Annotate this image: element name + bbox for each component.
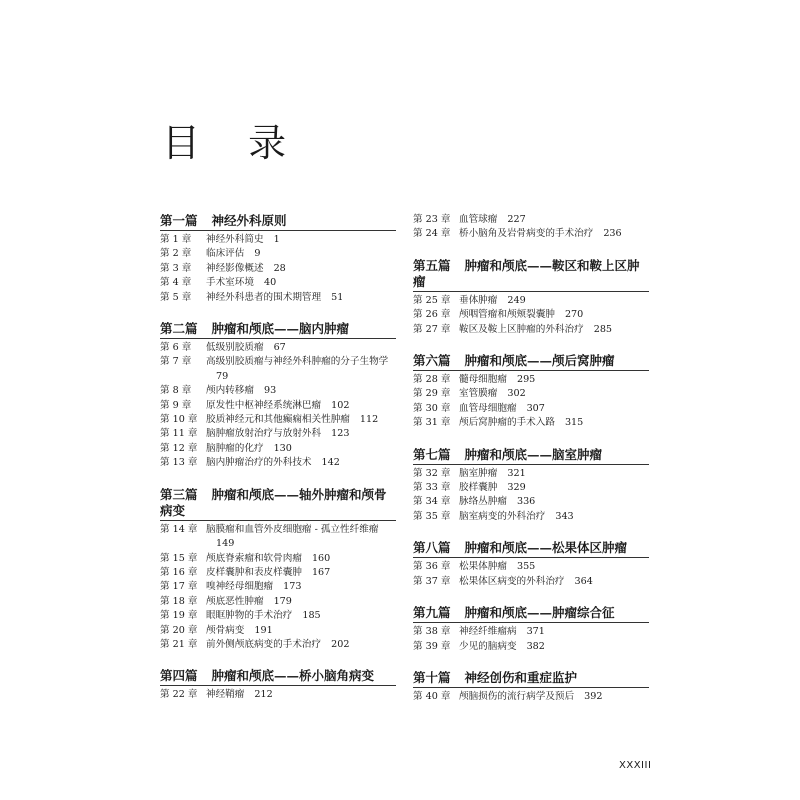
part-title: 肿瘤和颅底——肿瘤综合征 [464, 605, 615, 621]
chapter-entry [160, 456, 396, 470]
chapter-page: 130 [273, 442, 292, 454]
chapter-title: 脉络丛肿瘤 [459, 496, 507, 508]
part-title: 肿瘤和颅底——颅后窝肿瘤 [464, 353, 615, 369]
chapter-page: 392 [584, 690, 603, 702]
chapter-title: 血管母细胞瘤 [459, 402, 517, 414]
part-section [413, 447, 649, 525]
chapter-title: 皮样囊肿和表皮样囊肿 [206, 566, 302, 578]
part-title: 肿瘤和颅底——鞍区和鞍上区肿瘤 [413, 257, 640, 289]
chapter-page: 173 [283, 581, 302, 593]
chapter-page: 123 [331, 428, 350, 440]
chapter-number: 第 32 章 [413, 467, 451, 479]
chapter-entry [160, 609, 396, 623]
chapter-title: 高级别胶质瘤与神经外科肿瘤的分子生物学 [206, 356, 389, 368]
chapter-title: 胶质神经元和其他癫痫相关性肿瘤 [206, 414, 350, 426]
chapter-entry [160, 355, 396, 384]
chapter-number: 第 38 章 [413, 626, 451, 638]
part-number: 第八篇 [413, 540, 451, 556]
toc-left-column [160, 213, 396, 719]
chapter-entry [160, 427, 396, 441]
chapter-title: 鞍区及鞍上区肿瘤的外科治疗 [459, 323, 584, 335]
chapter-number: 第 29 章 [413, 388, 451, 400]
chapter-page: 364 [574, 575, 593, 587]
chapter-entry [413, 387, 649, 401]
part-number: 第三篇 [160, 486, 198, 502]
part-heading [413, 258, 649, 292]
part-title: 肿瘤和颅底——脑内肿瘤 [211, 321, 350, 337]
chapter-number: 第 39 章 [413, 640, 451, 652]
chapter-page: 336 [516, 496, 536, 508]
part-section [160, 668, 396, 702]
chapter-number: 第 34 章 [413, 496, 451, 508]
chapter-entry [160, 442, 396, 456]
chapter-page: 295 [516, 374, 536, 386]
chapter-title: 血管球瘤 [459, 214, 498, 225]
chapter-entry [160, 233, 396, 247]
chapter-number: 第 25 章 [413, 294, 451, 306]
chapter-entry [160, 262, 396, 276]
chapter-number: 第 3 章 [160, 262, 192, 274]
chapter-number: 第 6 章 [160, 342, 192, 354]
chapter-number: 第 8 章 [160, 385, 192, 397]
chapter-title: 脑膜瘤和血管外皮细胞瘤 - 孤立性纤维瘤 [206, 523, 379, 535]
chapter-page: 382 [526, 640, 545, 652]
chapter-title-wrap [459, 495, 649, 509]
chapter-title: 手术室环境 [206, 277, 254, 289]
chapter-number: 第 5 章 [160, 291, 192, 303]
part-section [160, 213, 396, 305]
chapter-title-wrap [459, 560, 649, 574]
part-section [160, 487, 396, 653]
chapter-title-wrap [206, 291, 396, 305]
part-number: 第五篇 [413, 257, 451, 273]
chapter-title: 嗅神经母细胞瘤 [206, 581, 274, 593]
chapter-number: 第 15 章 [160, 552, 198, 564]
chapter-entry [160, 341, 396, 355]
chapter-title-wrap [459, 294, 649, 308]
chapter-page: 167 [311, 566, 331, 578]
chapter-title-wrap [459, 625, 649, 639]
chapter-entry [413, 640, 649, 654]
chapter-title: 神经影像概述 [206, 262, 264, 274]
chapter-title-wrap [206, 276, 396, 290]
chapter-title: 垂体肿瘤 [459, 294, 498, 306]
chapter-title-wrap [206, 566, 396, 580]
chapter-page: 149 [216, 538, 235, 550]
chapter-title: 颅底恶性肿瘤 [206, 595, 264, 607]
toc-right-column [413, 213, 649, 720]
chapter-title: 桥小脑角及岩骨病变的手术治疗 [459, 228, 594, 240]
chapter-title: 原发性中枢神经系统淋巴瘤 [206, 399, 322, 411]
part-heading [160, 487, 396, 521]
chapter-entry [160, 595, 396, 609]
chapter-title: 颅内转移瘤 [206, 385, 254, 397]
chapter-title-wrap [206, 399, 396, 413]
chapter-number: 第 10 章 [160, 414, 198, 426]
chapter-title-wrap [206, 595, 396, 609]
chapter-number: 第 36 章 [413, 561, 451, 573]
chapter-title-wrap [206, 638, 396, 652]
chapter-title: 脑室病变的外科治疗 [459, 510, 546, 522]
part-title: 神经创伤和重症监护 [464, 669, 578, 685]
chapter-entry [160, 384, 396, 398]
chapter-entry [413, 323, 649, 337]
chapter-title: 前外侧颅底病变的手术治疗 [206, 638, 322, 650]
chapter-title: 神经外科患者的围术期管理 [206, 291, 322, 303]
chapter-title-wrap [459, 227, 649, 241]
chapter-title: 眼眶肿物的手术治疗 [206, 610, 293, 622]
chapter-title-wrap [459, 690, 649, 704]
chapter-number: 第 24 章 [413, 228, 451, 240]
part-number: 第二篇 [160, 321, 198, 337]
chapter-title-wrap [459, 416, 649, 430]
page-number: XXXIII [619, 760, 652, 771]
chapter-page: 112 [359, 414, 379, 426]
part-heading [413, 447, 649, 465]
chapter-title: 髓母细胞瘤 [459, 374, 507, 386]
chapter-number: 第 21 章 [160, 638, 198, 650]
chapter-title: 室管膜瘤 [459, 388, 498, 400]
chapter-title-wrap [459, 387, 649, 401]
chapter-page: 142 [321, 457, 340, 469]
chapter-number: 第 37 章 [413, 575, 451, 587]
chapter-title-wrap [206, 233, 396, 247]
chapter-page: 1 [273, 234, 280, 245]
chapter-entry [413, 308, 649, 322]
chapter-title: 脑室肿瘤 [459, 467, 498, 479]
chapter-number: 第 40 章 [413, 690, 451, 702]
chapter-page: 79 [216, 370, 229, 382]
part-section [413, 670, 649, 704]
chapter-title: 胶样囊肿 [459, 482, 498, 494]
part-title: 肿瘤和颅底——脑室肿瘤 [464, 446, 603, 462]
chapter-title: 颅底脊索瘤和软骨肉瘤 [206, 552, 302, 564]
chapter-title-wrap [206, 247, 396, 261]
chapter-title: 松果体区病变的外科治疗 [459, 575, 565, 587]
part-section [413, 258, 649, 337]
chapter-number: 第 35 章 [413, 510, 451, 522]
chapter-title-wrap [459, 308, 649, 322]
chapter-number: 第 13 章 [160, 457, 198, 469]
chapter-number: 第 23 章 [413, 214, 451, 225]
chapter-entry [413, 495, 649, 509]
chapter-number: 第 16 章 [160, 566, 198, 578]
part-title: 肿瘤和颅底——轴外肿瘤和颅骨病变 [160, 486, 387, 518]
part-number: 第四篇 [160, 668, 198, 684]
chapter-title: 颅骨病变 [206, 624, 245, 636]
chapter-page: 40 [263, 277, 277, 289]
chapter-page: 285 [593, 323, 613, 335]
chapter-title-wrap [206, 341, 396, 355]
chapter-title-wrap [459, 213, 649, 227]
chapter-entry [413, 416, 649, 430]
part-number: 第一篇 [160, 213, 198, 228]
chapter-entry [413, 481, 649, 495]
chapter-number: 第 11 章 [160, 428, 198, 440]
part-section [413, 605, 649, 654]
chapter-title-wrap [459, 575, 649, 589]
chapter-page: 191 [254, 624, 273, 636]
chapter-page: 343 [555, 510, 574, 522]
chapter-entry [413, 227, 649, 241]
part-heading [413, 353, 649, 371]
chapter-page: 315 [564, 417, 584, 429]
chapter-page: 329 [507, 482, 526, 494]
chapter-title: 神经外科简史 [206, 234, 264, 245]
chapter-entry [160, 247, 396, 261]
chapter-number: 第 30 章 [413, 402, 451, 414]
part-number: 第十篇 [413, 669, 451, 685]
continued-chapters [413, 213, 649, 242]
chapter-entry [413, 294, 649, 308]
chapter-entry [413, 560, 649, 574]
chapter-page: 102 [331, 399, 350, 411]
chapter-page: 202 [331, 638, 350, 650]
chapter-number: 第 22 章 [160, 689, 198, 701]
part-title: 肿瘤和颅底——松果体区肿瘤 [464, 540, 628, 556]
chapter-title: 低级别胶质瘤 [206, 342, 264, 354]
part-number: 第六篇 [413, 353, 451, 369]
chapter-entry [160, 523, 396, 552]
chapter-page: 67 [273, 342, 286, 354]
chapter-number: 第 26 章 [413, 309, 451, 321]
chapter-entry [413, 402, 649, 416]
chapter-title-wrap [206, 442, 396, 456]
chapter-entry [413, 575, 649, 589]
chapter-entry [160, 413, 396, 427]
chapter-number: 第 20 章 [160, 624, 198, 636]
chapter-page: 249 [507, 294, 526, 306]
chapter-entry [160, 688, 396, 702]
chapter-title: 神经纤维瘤病 [459, 626, 517, 638]
chapter-number: 第 18 章 [160, 595, 198, 607]
chapter-title: 颅后窝肿瘤的手术入路 [459, 417, 555, 429]
chapter-page: 227 [507, 214, 526, 225]
chapter-entry [160, 552, 396, 566]
part-heading [160, 213, 396, 231]
part-title: 肿瘤和颅底——桥小脑角病变 [211, 668, 375, 684]
chapter-title-wrap [459, 481, 649, 495]
chapter-title: 脑肿瘤放射治疗与放射外科 [206, 428, 322, 440]
chapter-title-wrap [459, 467, 649, 481]
part-section [413, 540, 649, 589]
chapter-entry [160, 638, 396, 652]
chapter-page: 51 [331, 291, 344, 303]
chapter-title: 脑内肿瘤治疗的外科技术 [206, 457, 312, 469]
chapter-title-wrap [206, 355, 396, 384]
part-section [413, 353, 649, 431]
chapter-entry [160, 276, 396, 290]
chapter-number: 第 27 章 [413, 323, 451, 335]
chapter-title-wrap [206, 427, 396, 441]
part-heading [413, 540, 649, 558]
chapter-title-wrap [206, 688, 396, 702]
part-section [160, 321, 396, 471]
chapter-entry [160, 291, 396, 305]
chapter-title-wrap [459, 510, 649, 524]
chapter-number: 第 2 章 [160, 248, 192, 260]
chapter-entry [413, 510, 649, 524]
chapter-title-wrap [459, 323, 649, 337]
chapter-entry [413, 625, 649, 639]
chapter-page: 236 [603, 228, 622, 240]
chapter-number: 第 17 章 [160, 581, 198, 593]
chapter-page: 307 [526, 402, 545, 414]
part-number: 第七篇 [413, 446, 451, 462]
chapter-title-wrap [459, 640, 649, 654]
chapter-number: 第 31 章 [413, 417, 451, 429]
chapter-entry [160, 399, 396, 413]
chapter-page: 371 [526, 626, 545, 638]
chapter-number: 第 19 章 [160, 610, 198, 622]
chapter-number: 第 7 章 [160, 356, 192, 368]
chapter-entry [413, 373, 649, 387]
chapter-title: 临床评估 [206, 248, 245, 260]
chapter-title: 松果体肿瘤 [459, 561, 507, 573]
chapter-page: 321 [507, 467, 526, 479]
chapter-title: 颅脑损伤的流行病学及预后 [459, 690, 575, 702]
page-title: 目 录 [162, 121, 305, 165]
chapter-page: 185 [302, 610, 321, 622]
chapter-page: 270 [564, 309, 584, 321]
chapter-title-wrap [206, 384, 396, 398]
chapter-title-wrap [206, 262, 396, 276]
chapter-number: 第 1 章 [160, 234, 192, 245]
chapter-number: 第 9 章 [160, 399, 192, 411]
chapter-entry [413, 213, 649, 227]
chapter-title-wrap [459, 402, 649, 416]
chapter-title-wrap [206, 609, 396, 623]
chapter-entry [413, 690, 649, 704]
chapter-page: 179 [273, 595, 292, 607]
part-heading [413, 670, 649, 688]
part-title: 神经外科原则 [211, 213, 287, 228]
chapter-entry [160, 624, 396, 638]
chapter-page: 302 [507, 388, 526, 400]
chapter-title-wrap [459, 373, 649, 387]
chapter-number: 第 12 章 [160, 442, 198, 454]
part-number: 第九篇 [413, 605, 451, 621]
part-heading [160, 668, 396, 686]
chapter-entry [160, 580, 396, 594]
part-heading [160, 321, 396, 339]
chapter-title: 脑肿瘤的化疗 [206, 442, 264, 454]
chapter-entry [413, 467, 649, 481]
chapter-page: 9 [254, 248, 261, 260]
chapter-title: 神经鞘瘤 [206, 689, 245, 701]
chapter-page: 93 [263, 385, 277, 397]
chapter-number: 第 4 章 [160, 277, 192, 289]
chapter-entry [160, 566, 396, 580]
chapter-title-wrap [206, 413, 396, 427]
chapter-title-wrap [206, 523, 396, 552]
chapter-title-wrap [206, 580, 396, 594]
chapter-page: 355 [516, 561, 536, 573]
chapter-number: 第 14 章 [160, 523, 198, 535]
chapter-number: 第 28 章 [413, 374, 451, 386]
chapter-page: 160 [311, 552, 331, 564]
chapter-title: 少见的脑病变 [459, 640, 517, 652]
chapter-number: 第 33 章 [413, 482, 451, 494]
chapter-title-wrap [206, 552, 396, 566]
chapter-title-wrap [206, 456, 396, 470]
chapter-page: 28 [273, 262, 286, 274]
chapter-title: 颅咽管瘤和颅颊裂囊肿 [459, 309, 555, 321]
part-heading [413, 605, 649, 623]
chapter-title-wrap [206, 624, 396, 638]
chapter-page: 212 [254, 689, 273, 701]
